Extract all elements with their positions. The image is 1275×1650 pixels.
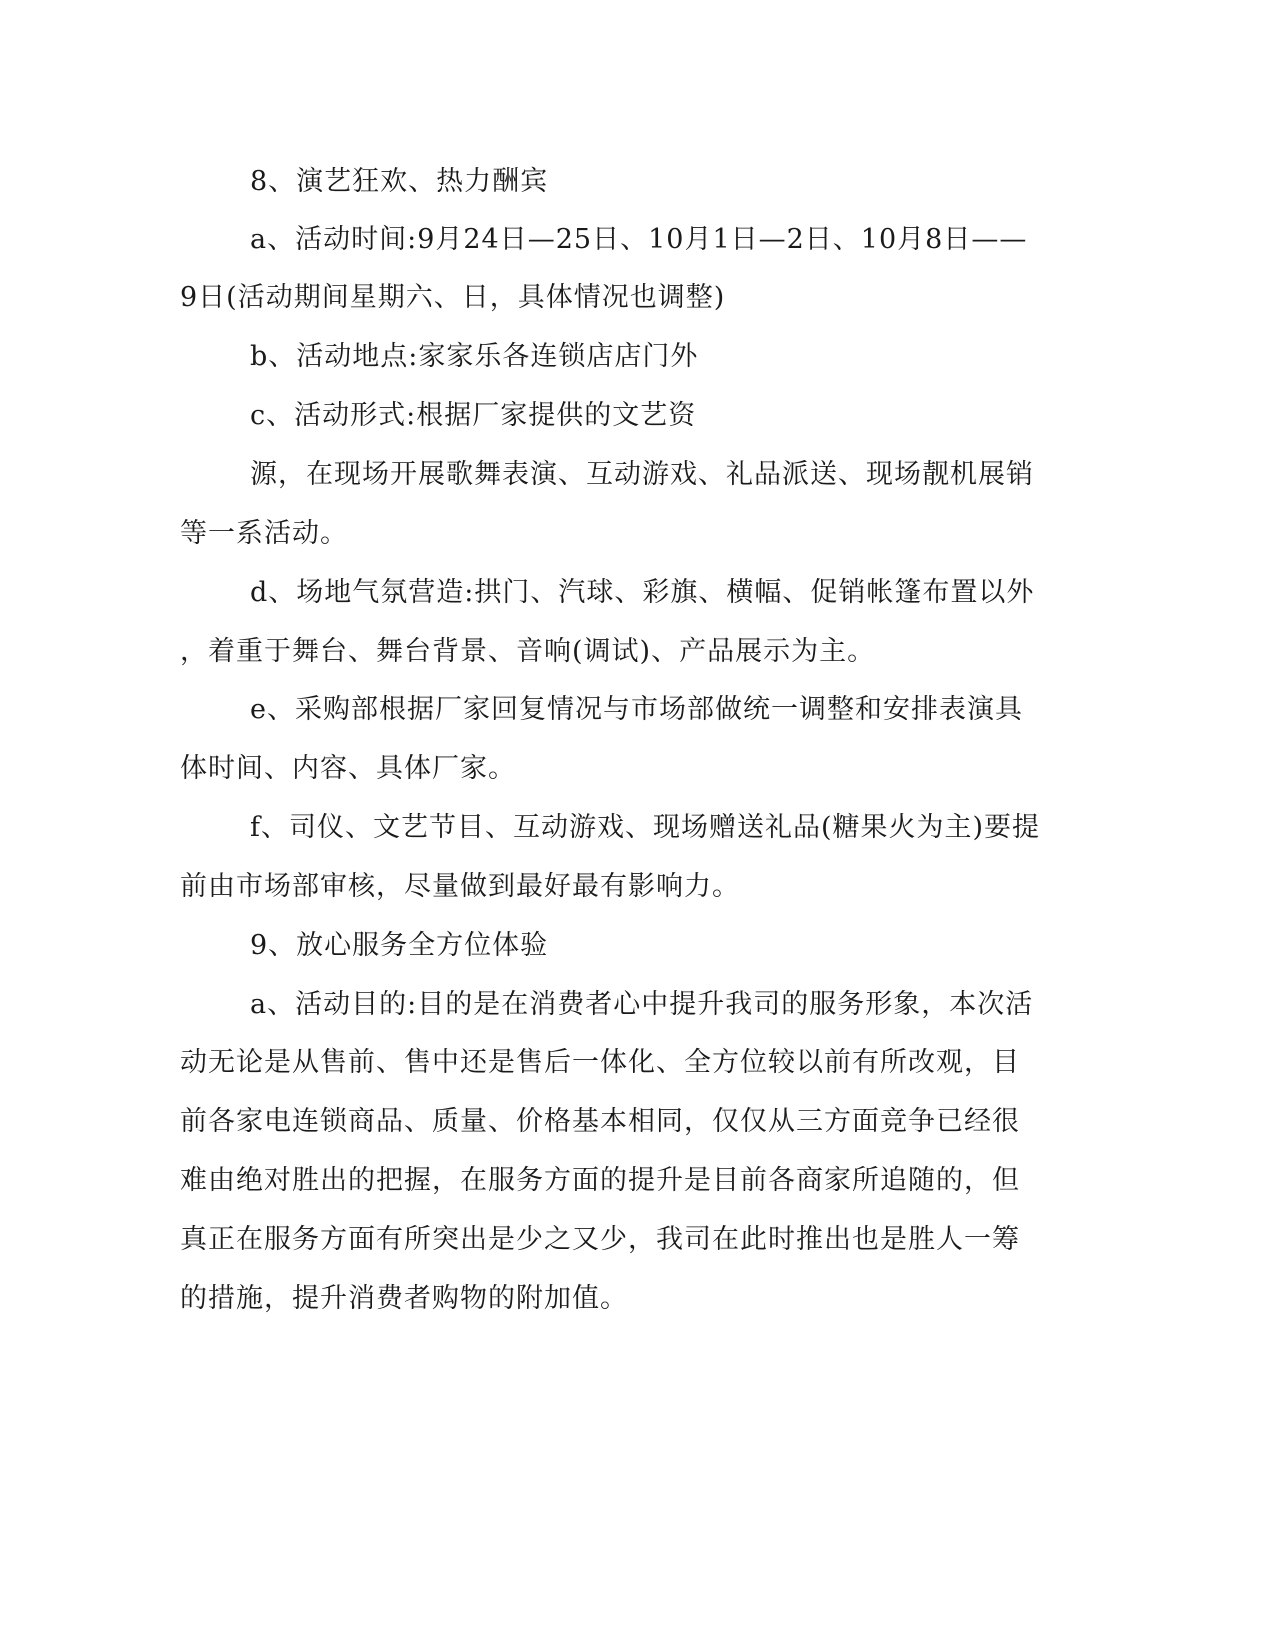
paragraph-line: e、采购部根据厂家回复情况与市场部做统一调整和安排表演具 — [250, 694, 1023, 725]
paragraph-line: a、活动时间:9月24日—25日、10月1日—2日、10月8日—— — [250, 224, 1028, 255]
paragraph-line: ，着重于舞台、舞台背景、音响(调试)、产品展示为主。 — [180, 636, 876, 667]
paragraph-line: 前由市场部审核，尽量做到最好最有影响力。 — [180, 871, 740, 902]
paragraph-line: 前各家电连锁商品、质量、价格基本相同，仅仅从三方面竞争已经很 — [180, 1106, 1020, 1137]
paragraph-line: 难由绝对胜出的把握，在服务方面的提升是目前各商家所追随的，但 — [180, 1165, 1020, 1196]
paragraph-line: 源，在现场开展歌舞表演、互动游戏、礼品派送、现场靓机展销 — [250, 459, 1034, 490]
paragraph-line: c、活动形式:根据厂家提供的文艺资 — [250, 400, 697, 431]
paragraph-line: 等一系活动。 — [180, 518, 348, 549]
paragraph-line: 9日(活动期间星期六、日，具体情况也调整) — [180, 282, 726, 313]
paragraph-line: 体时间、内容、具体厂家。 — [180, 753, 516, 784]
paragraph-line: 动无论是从售前、售中还是售后一体化、全方位较以前有所改观，目 — [180, 1047, 1020, 1078]
section-heading-9: 9、放心服务全方位体验 — [250, 930, 549, 961]
paragraph-line: 的措施，提升消费者购物的附加值。 — [180, 1283, 628, 1314]
paragraph-line: f、司仪、文艺节目、互动游戏、现场赠送礼品(糖果火为主)要提 — [250, 812, 1041, 843]
paragraph-line: 真正在服务方面有所突出是少之又少，我司在此时推出也是胜人一筹 — [180, 1224, 1020, 1255]
paragraph-line: a、活动目的:目的是在消费者心中提升我司的服务形象，本次活 — [250, 989, 1034, 1020]
section-heading-8: 8、演艺狂欢、热力酬宾 — [250, 166, 549, 197]
paragraph-line: b、活动地点:家家乐各连锁店店门外 — [250, 341, 699, 372]
paragraph-line: d、场地气氛营造:拱门、汽球、彩旗、横幅、促销帐篷布置以外 — [250, 577, 1035, 608]
